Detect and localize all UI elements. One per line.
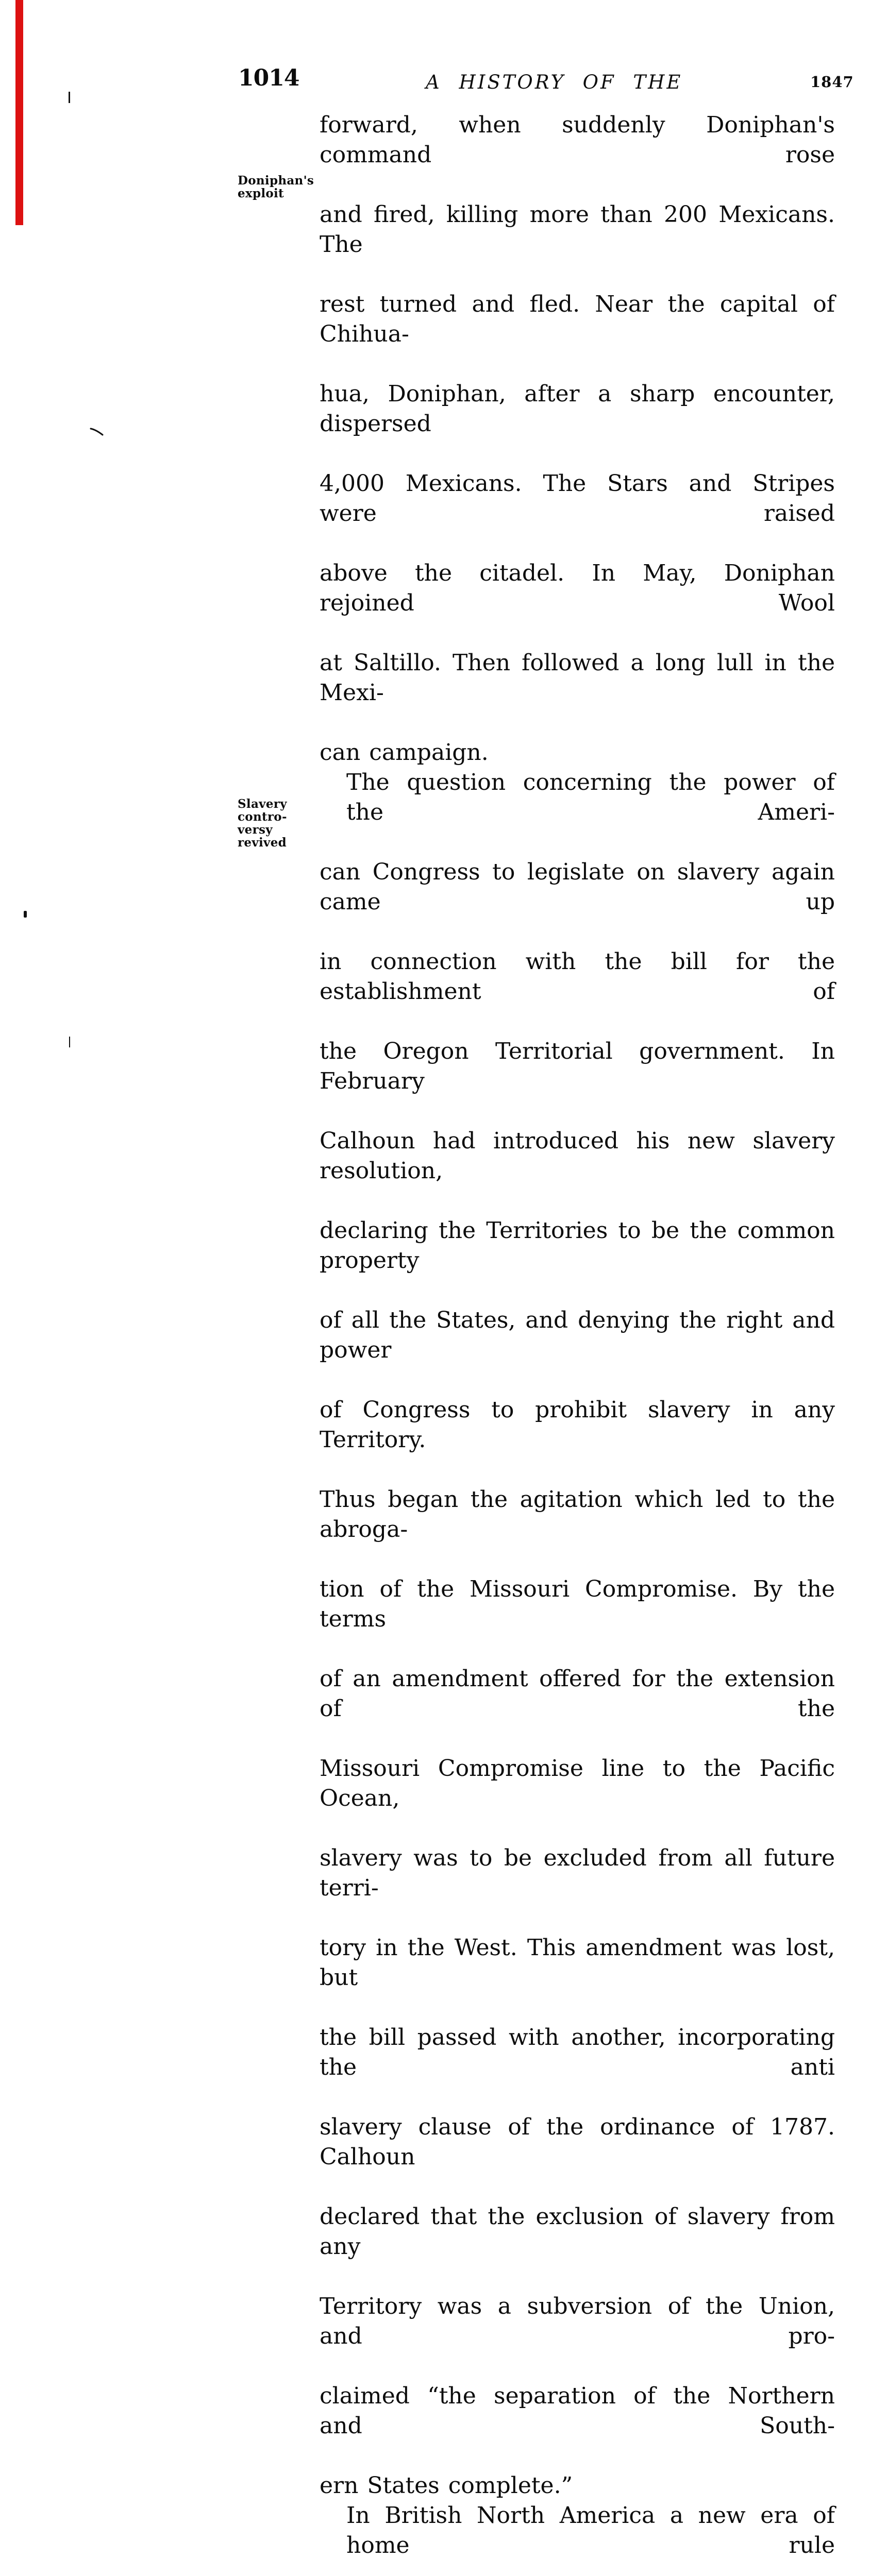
text-line: claimed “the separation of the Northern and South- <box>320 2383 835 2439</box>
text-line: declared that the exclusion of slavery from any <box>320 2204 835 2260</box>
page-number: 1014 <box>238 65 299 91</box>
paragraph <box>320 2501 835 2576</box>
text-line: declaring the Territories to be the common property <box>320 1217 835 1274</box>
text-line: above the citadel. In May, Doniphan rejoined Wool <box>320 560 835 616</box>
scan-speck <box>90 427 104 438</box>
text-line: Calhoun had introduced his new slavery resolution, <box>320 1128 835 1184</box>
running-title: A HISTORY OF THE <box>426 71 683 93</box>
text-line: of an amendment offered for the extension of the <box>320 1666 835 1722</box>
text-line: forward, when suddenly Doniphan's command rose <box>320 112 835 168</box>
scan-speck <box>69 1037 70 1047</box>
text-line: can campaign. <box>320 739 489 766</box>
scan-speck <box>69 92 70 103</box>
margin-note-line: versy <box>238 823 273 837</box>
text-line: tion of the Missouri Compromise. By the terms <box>320 1576 835 1632</box>
text-line: rest turned and fled. Near the capital of Chihua- <box>320 291 835 347</box>
text-line: at Saltillo. Then followed a long lull in the Mexi- <box>320 650 835 706</box>
text-line: Missouri Compromise line to the Pacific Ocean, <box>320 1755 835 1811</box>
margin-note-line: exploit <box>238 187 284 200</box>
text-line: of all the States, and denying the right and power <box>320 1307 835 1363</box>
margin-note-line: Slavery <box>238 797 287 811</box>
text-line: tory in the West. This amendment was lost, but <box>320 1935 835 1991</box>
paragraph <box>320 768 835 2501</box>
header-year: 1847 <box>810 73 854 91</box>
margin-note-slavery-controversy <box>238 798 323 849</box>
text-line: and fired, killing more than 200 Mexicans. The <box>320 201 835 258</box>
body-text-column <box>320 110 835 2576</box>
text-line: Thus began the agitation which led to the abroga- <box>320 1486 835 1543</box>
text-line: The question concerning the power of the Ameri- <box>346 769 835 825</box>
text-line: In British North America a new era of home rule <box>346 2502 835 2558</box>
text-line: slavery clause of the ordinance of 1787. Calhoun <box>320 2114 835 2170</box>
margin-note-line: contro- <box>238 810 287 824</box>
text-line: Territory was a subversion of the Union, and pro- <box>320 2293 835 2349</box>
margin-note-doniphans-exploit <box>238 174 323 200</box>
text-line: ern States complete.” <box>320 2472 573 2499</box>
text-line: the Oregon Territorial government. In February <box>320 1038 835 1094</box>
text-line: hua, Doniphan, after a sharp encounter, dispersed <box>320 381 835 437</box>
text-line: can Congress to legislate on slavery again came up <box>320 859 835 915</box>
text-line: the bill passed with another, incorporating the anti <box>320 2024 835 2080</box>
margin-note-line: revived <box>238 836 287 850</box>
paragraph <box>320 110 835 768</box>
text-line: 4,000 Mexicans. The Stars and Stripes were raised <box>320 470 835 527</box>
margin-note-line: Doniphan's <box>238 174 314 188</box>
text-line: in connection with the bill for the establishment of <box>320 948 835 1005</box>
text-line: of Congress to prohibit slavery in any Territory. <box>320 1397 835 1453</box>
scan-speck <box>24 911 27 918</box>
text-line: slavery was to be excluded from all future terri- <box>320 1845 835 1901</box>
red-scan-edge-bar <box>15 0 23 225</box>
